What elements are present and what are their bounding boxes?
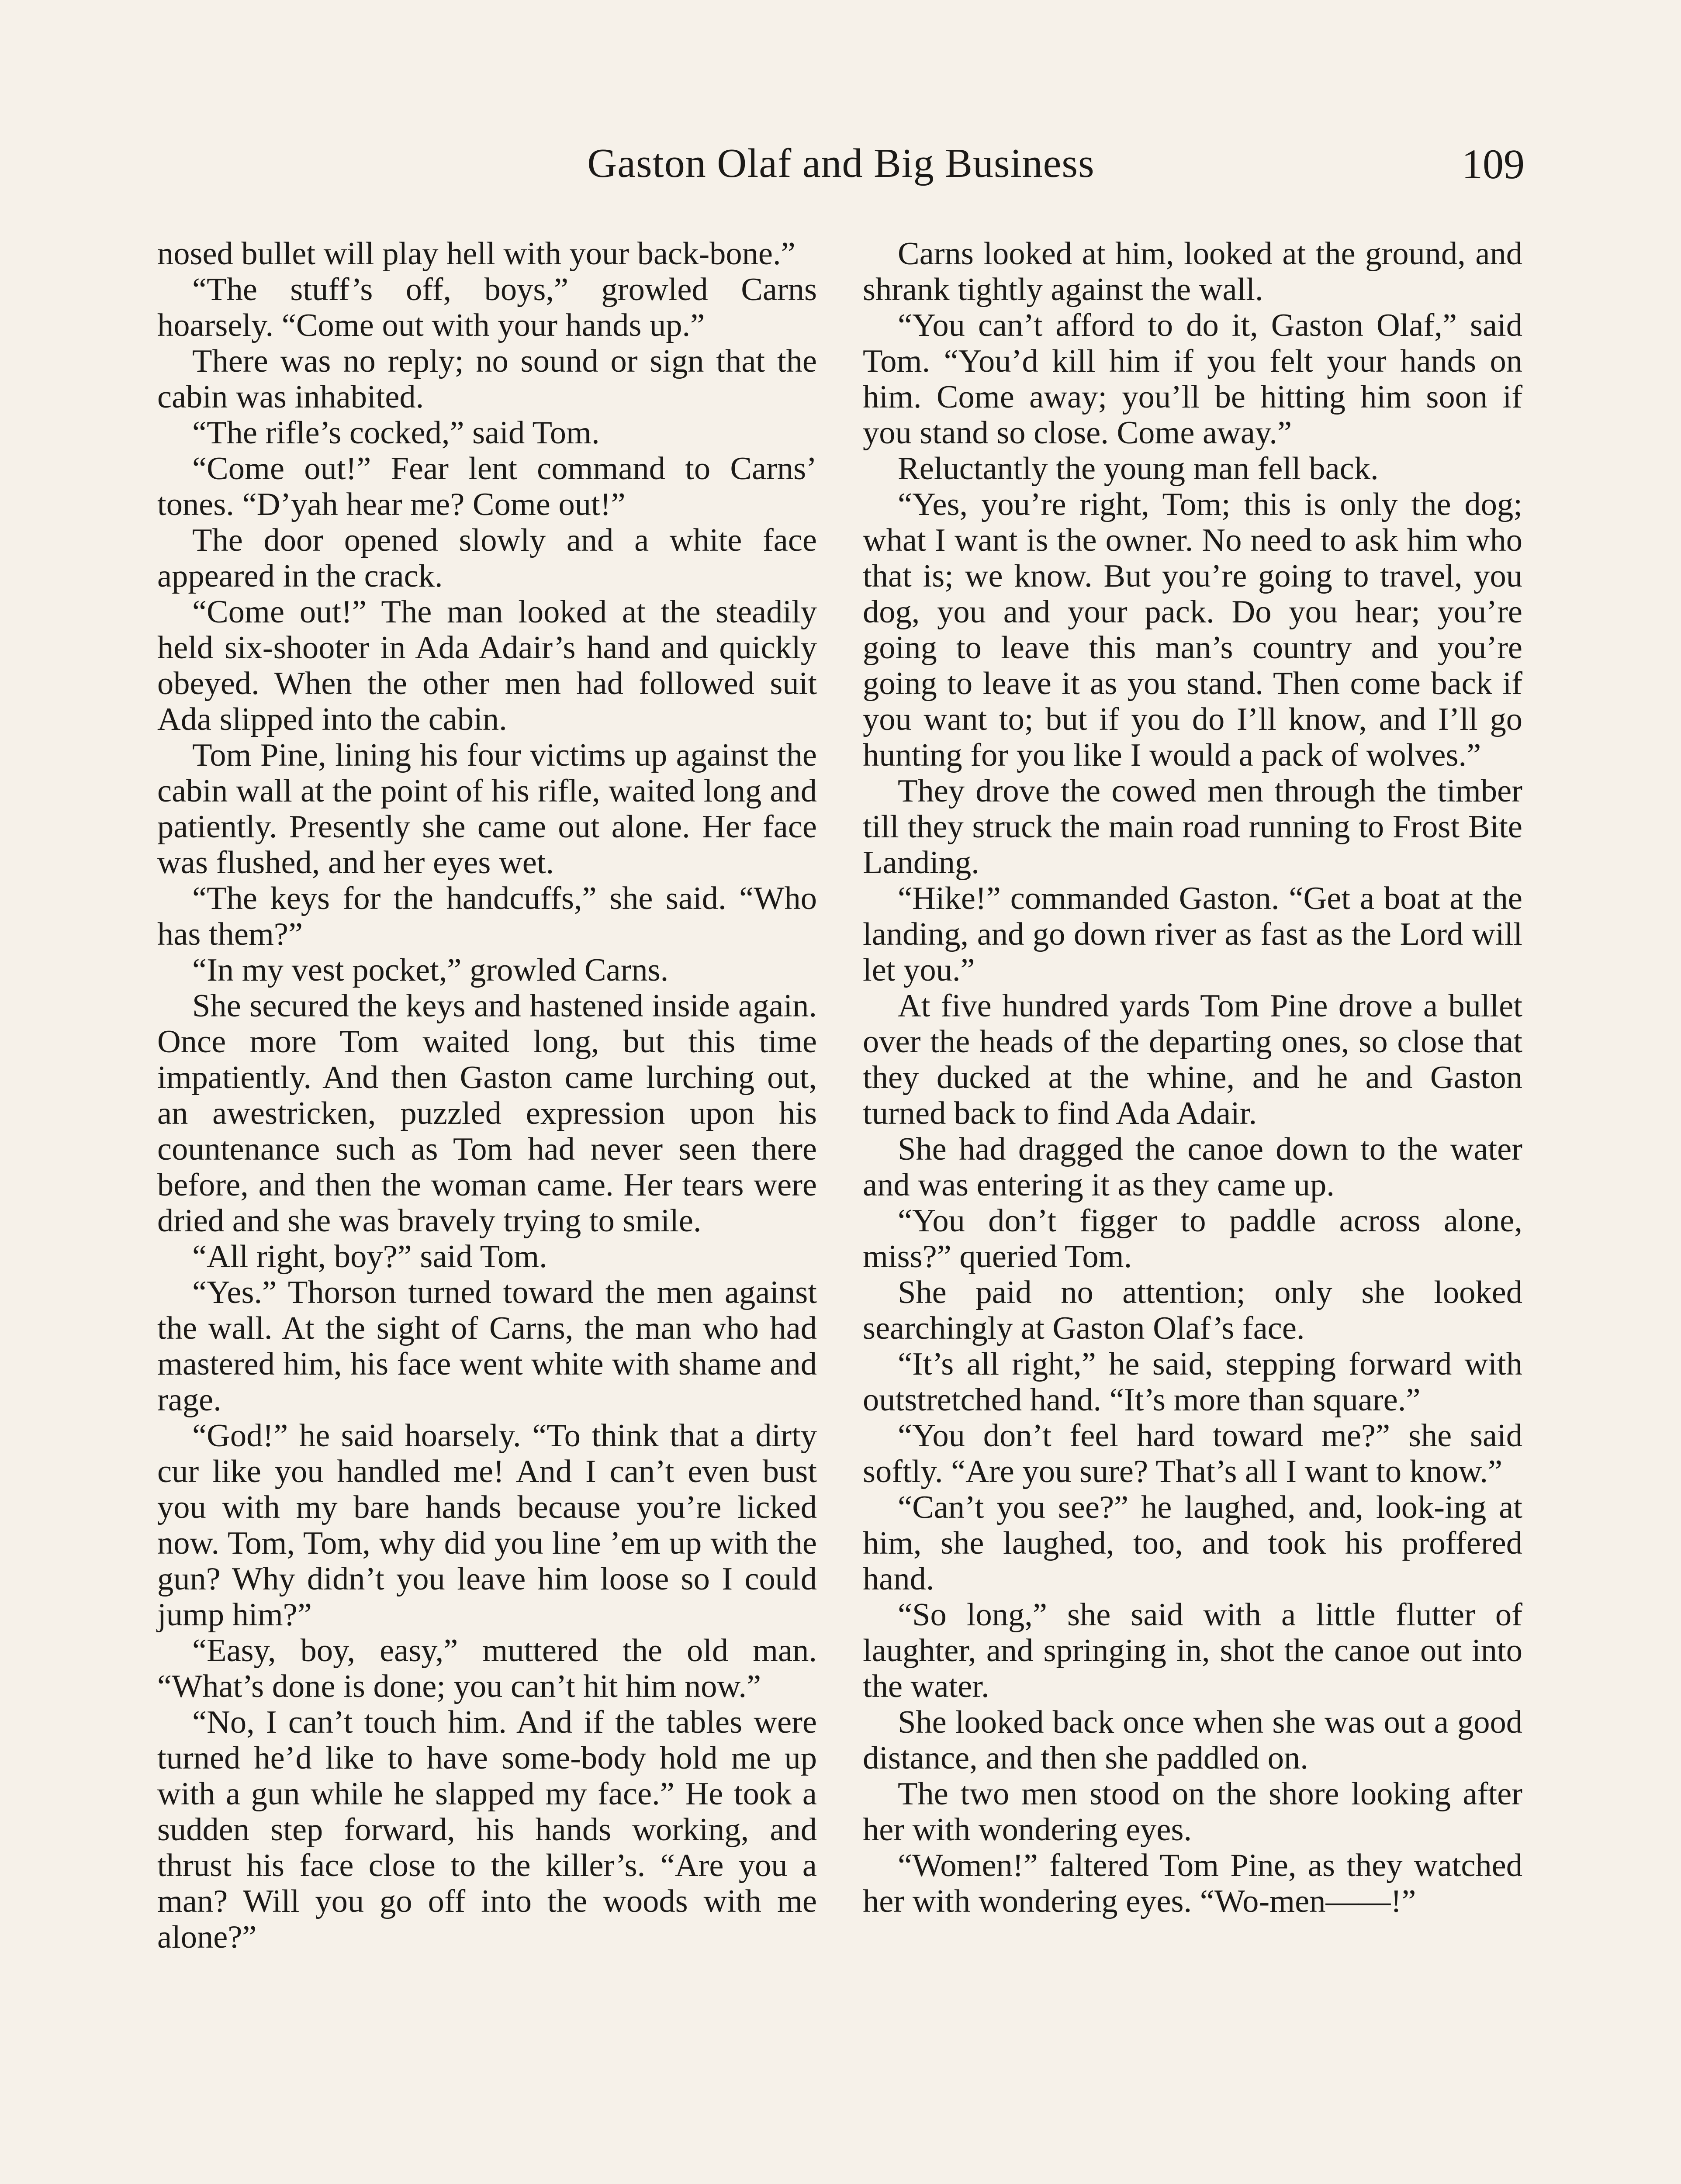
left-text-column <box>157 236 817 1955</box>
paragraph: She looked back once when she was out a good distance, and then she paddled on. <box>863 1704 1522 1776</box>
paragraph: “The rifle’s cocked,” said Tom. <box>192 415 600 451</box>
paragraph: “Can’t you see?” he laughed, and, look-ing at him, she laughed, too, and took his proffered hand. <box>863 1489 1522 1597</box>
page-number: 109 <box>1462 141 1525 187</box>
paragraph: There was no reply; no sound or sign that the cabin was inhabited. <box>157 343 817 415</box>
paragraph: “Yes.” Thorson turned toward the men against the wall. At the sight of Carns, the man who had mastered him, his face went white with shame and rage. <box>157 1275 817 1418</box>
paragraph: “God!” he said hoarsely. “To think that a dirty cur like you handled me! And I can’t even bust you with my bare hands because you’re licked now. Tom, Tom, why did you line ’em up with the gun? Why didn’t you leave him loose so I could jump him?” <box>157 1418 817 1633</box>
running-header <box>157 140 1525 210</box>
paragraph: “Easy, boy, easy,” muttered the old man. “What’s done is done; you can’t hit him now.” <box>157 1633 817 1704</box>
paragraph: “Come out!” Fear lent command to Carns’ tones. “D’yah hear me? Come out!” <box>157 451 817 522</box>
paragraph: “In my vest pocket,” growled Carns. <box>192 952 669 988</box>
paragraph: Tom Pine, lining his four victims up against the cabin wall at the point of his rifle, waited long and patiently. Presently she came out alone. Her face was flushed, and her eyes wet. <box>157 737 817 881</box>
paragraph: “The stuff’s off, boys,” growled Carns hoarsely. “Come out with your hands up.” <box>157 272 817 343</box>
paragraph: “You can’t afford to do it, Gaston Olaf,” said Tom. “You’d kill him if you felt your hands on him. Come away; you’ll be hitting him soon if you stand so close. Come away.” <box>863 308 1522 451</box>
paragraph: “So long,” she said with a little flutter of laughter, and springing in, shot the canoe out into the water. <box>863 1597 1522 1704</box>
paragraph: “You don’t figger to paddle across alone, miss?” queried Tom. <box>863 1203 1522 1275</box>
paragraph: nosed bullet will play hell with your back-bone.” <box>157 236 796 272</box>
running-title: Gaston Olaf and Big Business <box>587 141 1095 186</box>
right-text-column <box>863 236 1522 1919</box>
paragraph: “Hike!” commanded Gaston. “Get a boat at the landing, and go down river as fast as the Lord will let you.” <box>863 881 1522 988</box>
paragraph: She had dragged the canoe down to the water and was entering it as they came up. <box>863 1131 1522 1203</box>
paragraph: She secured the keys and hastened inside again. Once more Tom waited long, but this time impatiently. And then Gaston came lurching out, an awestricken, puzzled expression upon his countenance such as Tom had never seen there before, and then the woman came. Her tears were dried and she was bravely trying to smile. <box>157 988 817 1239</box>
paragraph: She paid no attention; only she looked searchingly at Gaston Olaf’s face. <box>863 1275 1522 1346</box>
paragraph: At five hundred yards Tom Pine drove a bullet over the heads of the departing ones, so close that they ducked at the whine, and he and Gaston turned back to find Ada Adair. <box>863 988 1522 1131</box>
paragraph: “You don’t feel hard toward me?” she said softly. “Are you sure? That’s all I want to know.” <box>863 1418 1522 1489</box>
paragraph: The door opened slowly and a white face appeared in the crack. <box>157 522 817 594</box>
paragraph: They drove the cowed men through the timber till they struck the main road running to Frost Bite Landing. <box>863 773 1522 881</box>
paragraph: “The keys for the handcuffs,” she said. “Who has them?” <box>157 881 817 952</box>
paragraph: Carns looked at him, looked at the ground, and shrank tightly against the wall. <box>863 236 1522 308</box>
paragraph: “Yes, you’re right, Tom; this is only the dog; what I want is the owner. No need to ask him who that is; we know. But you’re going to travel, you dog, you and your pack. Do you hear; you’re going to leave this man’s country and you’re going to leave it as you stand. Then come back if you want to; but if you do I’ll know, and I’ll go hunting for you like I would a pack of wolves.” <box>863 487 1522 773</box>
paragraph: “Come out!” The man looked at the steadily held six-shooter in Ada Adair’s hand and quickly obeyed. When the other men had followed suit Ada slipped into the cabin. <box>157 594 817 737</box>
paragraph: “All right, boy?” said Tom. <box>192 1239 547 1275</box>
paragraph: Reluctantly the young man fell back. <box>898 451 1379 487</box>
paragraph: The two men stood on the shore looking after her with wondering eyes. <box>863 1776 1522 1848</box>
paragraph: “No, I can’t touch him. And if the tables were turned he’d like to have some-body hold me up with a gun while he slapped my face.” He took a sudden step forward, his hands working, and thrust his face close to the killer’s. “Are you a man? Will you go off into the woods with me alone?” <box>157 1704 817 1955</box>
paragraph: “It’s all right,” he said, stepping forward with outstretched hand. “It’s more than square.” <box>863 1346 1522 1418</box>
paragraph: “Women!” faltered Tom Pine, as they watched her with wondering eyes. “Wo-men——!” <box>863 1848 1522 1919</box>
